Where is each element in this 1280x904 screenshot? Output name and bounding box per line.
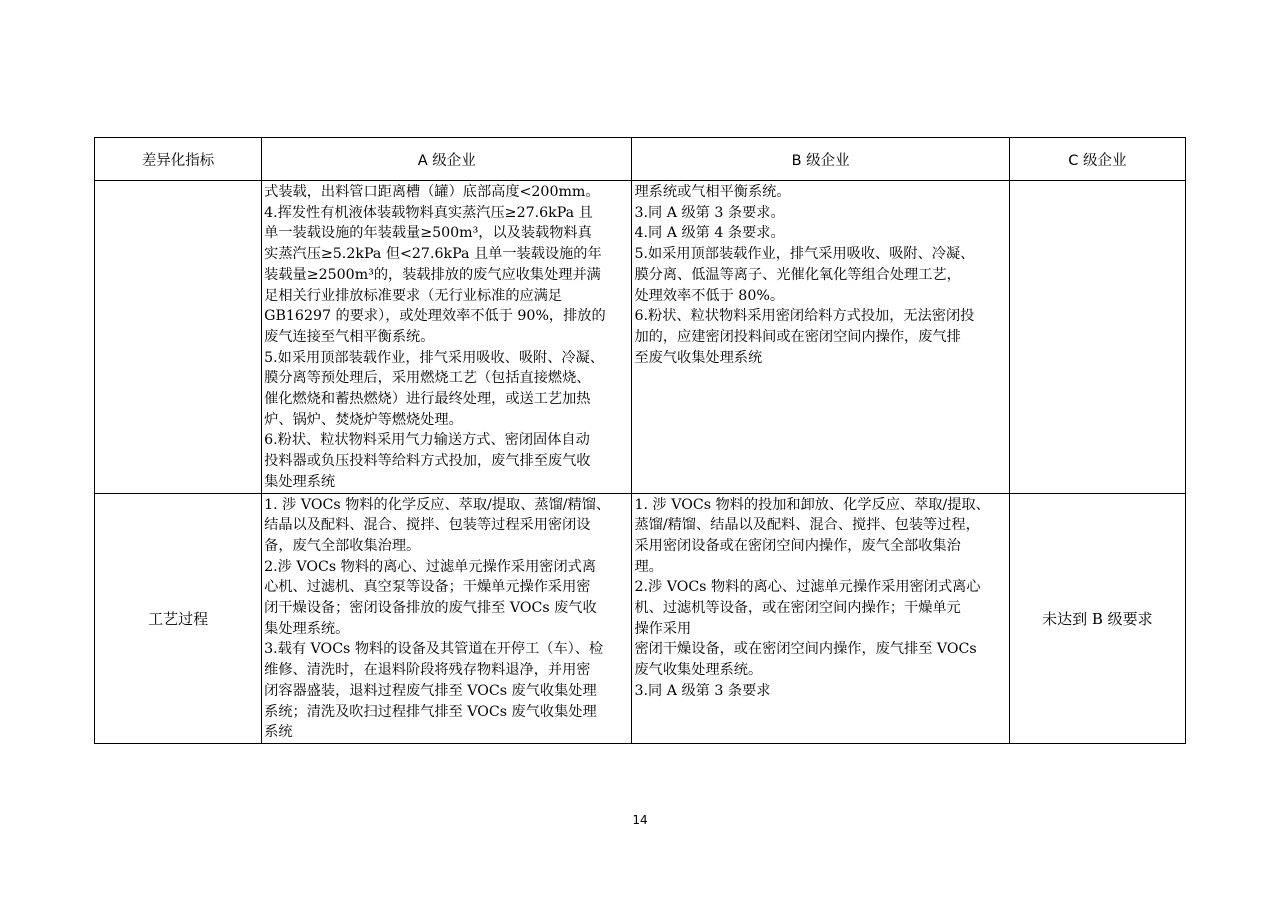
text-line: 至废气收集处理系统 [634, 349, 763, 366]
grade-c-cell: 未达到 B 级要求 [1009, 493, 1185, 743]
text-line: 机、过滤机等设备，或在密闭空间内操作；干燥单元 [634, 600, 961, 617]
text-line: 5.如采用顶部装载作业，排气采用吸收、吸附、冷凝、 [634, 246, 975, 263]
text-line: 6.粉状、粒状物料采用密闭给料方式投加，无法密闭投 [634, 308, 975, 325]
text-line: 闭干燥设备；密闭设备排放的废气排至 VOCs 废气收 [264, 600, 597, 617]
grade-b-text [632, 181, 1008, 368]
grade-b-cell [632, 493, 1009, 743]
text-line: 3.同 A 级第 3 条要求 [634, 682, 771, 699]
page-number: 14 [632, 813, 648, 827]
grade-a-cell [262, 181, 632, 494]
grade-a-text [262, 181, 631, 493]
text-line: 单一装载设施的年装载量≥500m³，以及装载物料真 [264, 225, 592, 242]
text-line: 废气连接至气相平衡系统。 [264, 328, 435, 345]
text-line: 闭容器盛装，退料过程废气排至 VOCs 废气收集处理 [264, 682, 597, 699]
grade-b-cell [632, 181, 1009, 494]
text-line: 膜分离、低温等离子、光催化氧化等组合处理工艺， [634, 266, 961, 283]
text-line: 3.同 A 级第 3 条要求。 [634, 204, 785, 221]
table-row [95, 493, 1186, 743]
text-line: 集处理系统。 [264, 620, 350, 637]
text-line: 4.同 A 级第 4 条要求。 [634, 225, 785, 242]
text-line: 操作采用 [634, 620, 692, 637]
text-line: 密闭干燥设备，或在密闭空间内操作，废气排至 VOCs [634, 641, 977, 658]
text-line: 式装载，出料管口距离槽（罐）底部高度<200mm。 [264, 184, 600, 200]
text-line: 结晶以及配料、混合、搅拌、包装等过程采用密闭设 [264, 517, 591, 534]
text-line: 集处理系统 [264, 473, 336, 490]
text-line: 系统；清洗及吹扫过程排气排至 VOCs 废气收集处理 [264, 703, 597, 720]
text-line: 采用密闭设备或在密闭空间内操作，废气全部收集治 [634, 537, 961, 554]
text-line: 1. 涉 VOCs 物料的化学反应、萃取/提取、蒸馏/精馏、 [264, 496, 611, 513]
text-line: 投料器或负压投料等给料方式投加，废气排至废气收 [264, 453, 591, 470]
row-label [95, 181, 262, 494]
grade-c-cell [1009, 181, 1185, 494]
text-line: 3.载有 VOCs 物料的设备及其管道在开停工（车）、检 [264, 641, 604, 658]
text-line: 5.如采用顶部装载作业，排气采用吸收、吸附、冷凝、 [264, 349, 604, 366]
text-line: 处理效率不低于 80%。 [634, 287, 785, 304]
text-line: 膜分离等预处理后，采用燃烧工艺（包括直接燃烧、 [264, 370, 591, 387]
text-line: 4.挥发性有机液体装载物料真实蒸汽压≥27.6kPa 且 [264, 204, 593, 221]
grade-a-text [262, 494, 631, 743]
text-line: 理。 [634, 558, 663, 575]
differentiation-table [94, 137, 1186, 744]
text-line: 实蒸汽压≥5.2kPa 但<27.6kPa 且单一装载设施的年 [264, 246, 602, 263]
text-line: 备，废气全部收集治理。 [264, 537, 421, 554]
text-line: 蒸馏/精馏、结晶以及配料、混合、搅拌、包装等过程， [634, 517, 980, 534]
table-header-row [95, 138, 1186, 181]
grade-b-text [632, 494, 1008, 702]
text-line: 1. 涉 VOCs 物料的投加和卸放、化学反应、萃取/提取、 [634, 496, 990, 513]
text-line: 废气收集处理系统。 [634, 662, 763, 679]
text-line: 2.涉 VOCs 物料的离心、过滤单元操作采用密闭式离 [264, 558, 597, 575]
header-grade-b: B 级企业 [632, 138, 1009, 181]
text-line: 装载量≥2500m³的，装载排放的废气应收集处理并满 [264, 266, 601, 283]
text-line: 炉、锅炉、焚烧炉等燃烧处理。 [264, 411, 463, 428]
text-line: GB16297 的要求），或处理效率不低于 90%，排放的 [264, 308, 606, 325]
text-line: 心机、过滤机、真空泵等设备；干燥单元操作采用密 [264, 579, 591, 596]
table-row [95, 181, 1186, 494]
text-line: 2.涉 VOCs 物料的离心、过滤单元操作采用密闭式离心 [634, 579, 981, 596]
text-line: 维修、清洗时，在退料阶段将残存物料退净，并用密 [264, 662, 591, 679]
text-line: 催化燃烧和蓄热燃烧）进行最终处理，或送工艺加热 [264, 391, 591, 408]
text-line: 加的，应建密闭投料间或在密闭空间内操作，废气排 [634, 328, 961, 345]
text-line: 足相关行业排放标准要求（无行业标准的应满足 [264, 287, 563, 304]
row-label: 工艺过程 [95, 493, 262, 743]
grade-a-cell [262, 493, 632, 743]
header-grade-a: A 级企业 [262, 138, 632, 181]
header-grade-c: C 级企业 [1009, 138, 1185, 181]
header-indicator: 差异化指标 [95, 138, 262, 181]
text-line: 系统 [264, 724, 293, 741]
text-line: 理系统或气相平衡系统。 [634, 184, 791, 200]
text-line: 6.粉状、粒状物料采用气力输送方式、密闭固体自动 [264, 432, 590, 449]
